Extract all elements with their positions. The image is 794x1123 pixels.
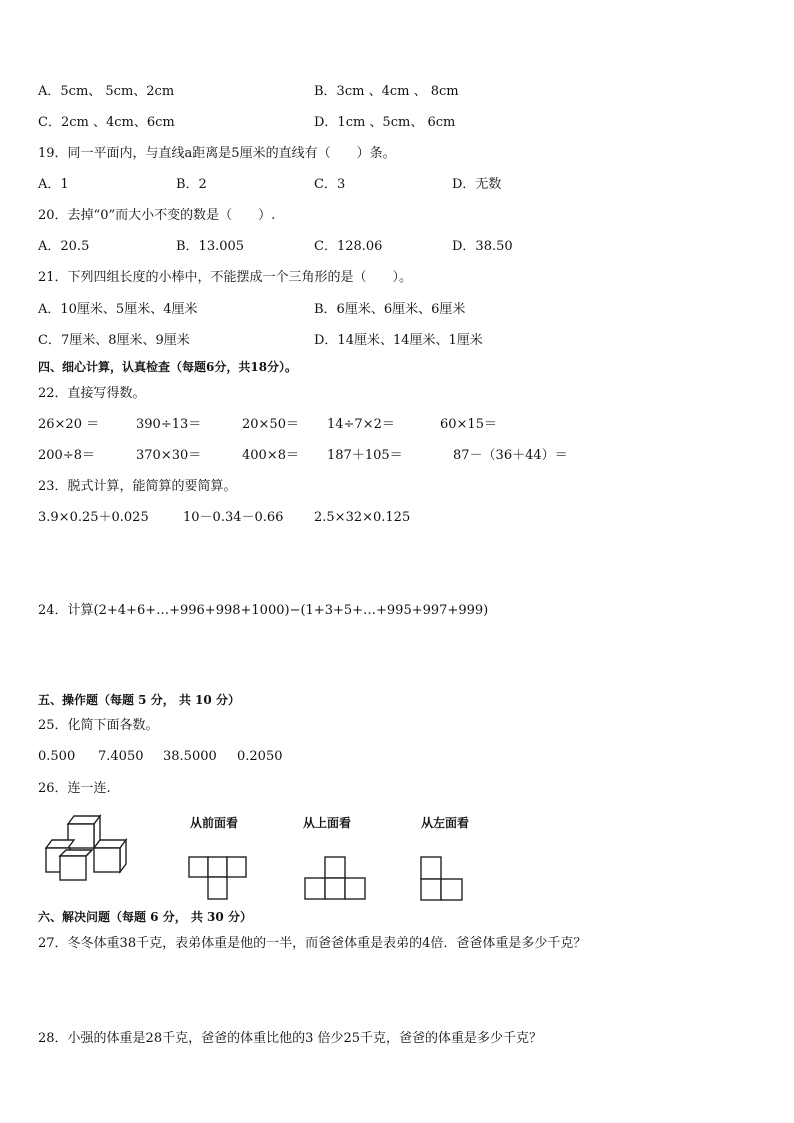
number-item: 38.5000 [163, 749, 217, 764]
top-view-figure [303, 856, 367, 902]
number-item: 0.500 [38, 749, 76, 764]
question-19-stem: 19．同一平面内，与直线a距离是5厘米的直线有（ ）条。 [38, 146, 396, 161]
option-c[interactable]: C．3 [314, 177, 346, 192]
option-c[interactable]: C．7厘米、8厘米、9厘米 [38, 333, 190, 348]
calc-item: 370×30＝ [136, 448, 202, 463]
question-22-stem: 22．直接写得数。 [38, 386, 146, 401]
calc-item: 10－0.34－0.66 [183, 510, 284, 525]
question-28-stem: 28．小强的体重是28千克，爸爸的体重比他的3 倍少25千克，爸爸的体重是多少千克？ [38, 1031, 543, 1046]
option-d[interactable]: D．无数 [452, 177, 502, 192]
calc-item: 2.5×32×0.125 [314, 510, 411, 525]
number-item: 7.4050 [98, 749, 144, 764]
calc-item: 60×15＝ [440, 417, 497, 432]
option-a[interactable]: A．20.5 [38, 239, 90, 254]
option-a[interactable]: A．1 [38, 177, 69, 192]
left-view-figure [420, 856, 466, 902]
option-d[interactable]: D．38.50 [452, 239, 513, 254]
section-6-heading: 六、解决问题（每题 6 分， 共 30 分） [38, 910, 252, 924]
option-a[interactable]: A．5cm、 5cm、2cm [38, 84, 175, 99]
calc-item: 26×20 ＝ [38, 417, 100, 432]
calc-item: 187＋105＝ [327, 448, 403, 463]
option-b[interactable]: B．13.005 [176, 239, 245, 254]
option-b[interactable]: B．6厘米、6厘米、6厘米 [314, 302, 466, 317]
question-26-stem: 26．连一连. [38, 781, 111, 796]
calc-item: 3.9×0.25＋0.025 [38, 510, 149, 525]
question-20-stem: 20．去掉“0”而大小不变的数是（ ）. [38, 208, 276, 223]
calc-item: 14÷7×2＝ [327, 417, 395, 432]
option-b[interactable]: B．3cm 、4cm 、 8cm [314, 84, 459, 99]
calc-item: 20×50＝ [242, 417, 299, 432]
option-d[interactable]: D．14厘米、14厘米、1厘米 [314, 333, 483, 348]
number-item: 0.2050 [237, 749, 283, 764]
question-21-stem: 21．下列四组长度的小棒中，不能摆成一个三角形的是（ ）。 [38, 270, 413, 285]
question-24-stem: 24．计算(2+4+6+…+996+998+1000)−(1+3+5+…+995+997+999) [38, 603, 489, 618]
calc-item: 390÷13＝ [136, 417, 202, 432]
option-d[interactable]: D．1cm 、5cm、 6cm [314, 115, 456, 130]
front-view-figure [188, 856, 248, 902]
calc-item: 200÷8＝ [38, 448, 95, 463]
view-label-left: 从左面看 [421, 816, 470, 830]
option-b[interactable]: B．2 [176, 177, 207, 192]
option-a[interactable]: A．10厘米、5厘米、4厘米 [38, 302, 198, 317]
view-label-front: 从前面看 [190, 816, 239, 830]
question-23-stem: 23．脱式计算，能简算的要简算。 [38, 479, 237, 494]
cube-stack-figure [40, 812, 140, 884]
option-c[interactable]: C．128.06 [314, 239, 383, 254]
question-25-stem: 25．化简下面各数。 [38, 718, 159, 733]
section-4-heading: 四、细心计算，认真检查（每题6分，共18分）。 [38, 360, 298, 374]
option-c[interactable]: C．2cm 、4cm、6cm [38, 115, 175, 130]
calc-item: 87－（36＋44）＝ [453, 448, 568, 463]
question-27-stem: 27．冬冬体重38千克，表弟体重是他的一半，而爸爸体重是表弟的4倍．爸爸体重是多少千克？ [38, 936, 587, 951]
view-label-top: 从上面看 [303, 816, 352, 830]
calc-item: 400×8＝ [242, 448, 299, 463]
section-5-heading: 五、操作题（每题 5 分， 共 10 分） [38, 693, 240, 707]
